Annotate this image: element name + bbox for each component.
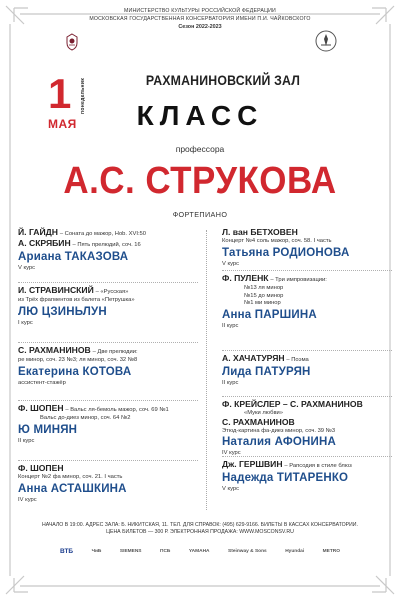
program-entry — [222, 228, 392, 268]
work-title: – Соната до мажор, Hob. XVI:50 — [59, 231, 147, 237]
performer-name: Анна АСТАШКИНА — [18, 482, 127, 495]
sponsor-logo: ЧиБ — [91, 549, 102, 554]
performer-name: Надежда ТИТАРЕНКО — [222, 472, 349, 484]
work-title: – Вальс ля-бемоль мажор, соч. 69 №1 — [65, 407, 169, 413]
entry-separator — [18, 400, 198, 401]
footer-info: НАЧАЛО В 19:00. АДРЕС ЗАЛА: Б. НИКИТСКАЯ, 11. ТЕЛ. ДЛЯ СПРАВОК: (495) 629-9166. БИЛЕТЫ В КАССАХ КОНСЕРВАТОРИИ. — [42, 522, 358, 528]
composer-line — [222, 354, 392, 365]
conservatory-emblem-icon — [315, 30, 337, 52]
performer-name: Татьяна РОДИОНОВА — [222, 246, 350, 259]
performer-course: V курс — [18, 265, 36, 271]
work-detail: «Муки любви» — [244, 410, 283, 416]
performer-course: II курс — [222, 322, 239, 329]
performer-name: Анна ПАРШИНА — [222, 308, 317, 321]
entry-separator — [18, 342, 198, 343]
composer-name: Ф. ШОПЕН — [18, 403, 64, 413]
program-entry — [222, 460, 392, 493]
performer-name: Екатерина КОТОВА — [18, 365, 132, 378]
performer-course: I курс — [18, 319, 33, 326]
entry-separator — [222, 396, 392, 397]
program-entry — [18, 464, 198, 504]
work-detail: №1 ми минор — [244, 300, 281, 306]
entry-separator — [18, 460, 198, 461]
composer-name: Ф. ШОПЕН — [18, 463, 64, 473]
program-entry — [222, 400, 392, 457]
performer-course: IV курс — [222, 450, 241, 456]
professor-name: А.С. СТРУКОВА — [63, 160, 337, 202]
conservatory-title: МОСКОВСКАЯ ГОСУДАРСТВЕННАЯ КОНСЕРВАТОРИЯ ИМЕНИ П.И. ЧАЙКОВСКОГО — [89, 15, 311, 22]
program-entry — [18, 228, 198, 272]
composer-line — [18, 346, 198, 357]
work-title: – Три импровизации: — [270, 277, 327, 283]
composer-line — [222, 418, 392, 428]
composer-name: Ф. ПУЛЕНК — [222, 273, 269, 283]
performer-course: IV курс — [18, 496, 37, 503]
sponsor-logos — [60, 548, 340, 555]
sponsor-logo: ПСБ — [160, 549, 171, 554]
performer-name: Ю МИНЯН — [18, 423, 78, 436]
work-detail: Этюд-картина фа-диез минор, соч. 39 №3 — [222, 427, 336, 434]
sponsor-logo: METRO — [322, 549, 340, 554]
composer-name: А. СКРЯБИН — [18, 238, 71, 248]
sponsor-logo: YAMAHA — [188, 549, 210, 554]
season-label: Сезон 2022-2023 — [178, 24, 222, 30]
performer-course: V курс — [222, 486, 240, 492]
work-detail: из Трёх фрагментов из балета «Петрушка» — [18, 297, 135, 303]
composer-name: Дж. ГЕРШВИН — [222, 459, 283, 469]
work-detail: №13 ля минор — [244, 285, 284, 291]
class-title: КЛАСС — [136, 100, 264, 131]
program-entry — [18, 346, 198, 387]
program-entry — [18, 404, 198, 445]
day-number: 1 — [48, 70, 72, 117]
footer — [20, 522, 380, 536]
sponsor-logo: Hyundai — [285, 549, 305, 554]
entry-separator — [222, 270, 392, 271]
sponsor-logo: ВТБ — [60, 548, 74, 555]
ministry-title: МИНИСТЕРСТВО КУЛЬТУРЫ РОССИЙСКОЙ ФЕДЕРАЦИИ — [124, 8, 276, 14]
composer-name: С. РАХМАНИНОВ — [18, 345, 91, 355]
program-entry — [222, 274, 392, 330]
entry-separator — [222, 456, 392, 457]
composer-name: С. РАХМАНИНОВ — [222, 416, 295, 427]
performer-name: ЛЮ ЦЗИНЬЛУН — [18, 305, 107, 318]
work-title: – «Русская» — [95, 289, 129, 295]
composer-name: А. ХАЧАТУРЯН — [222, 353, 285, 363]
work-title: – Пять прелюдий, соч. 16 — [72, 242, 141, 248]
sponsor-logo: Steinway & Sons — [228, 549, 267, 554]
work-title: – Рапсодия в стиле блюз — [284, 463, 352, 469]
footer-tickets: ЦЕНА БИЛЕТОВ — 300 Р. ЭЛЕКТРОННАЯ ПРОДАЖА: WWW.MOSCONSV.RU — [106, 529, 294, 535]
composer-line — [222, 400, 392, 410]
work-detail: Вальс до-диез минор, соч. 64 №2 — [40, 415, 131, 421]
instrument: ФОРТЕПИАНО — [172, 210, 228, 219]
composer-name: Й. ГАЙДН — [18, 227, 58, 237]
header — [40, 8, 360, 30]
entry-separator — [18, 282, 198, 283]
work-detail: ре минор, соч. 23 №3; ля минор, соч. 32 №8 — [18, 357, 138, 363]
work-detail: №15 до минор — [244, 292, 284, 299]
performer-course: II курс — [222, 380, 239, 386]
performer-course: ассистент-стажёр — [18, 379, 66, 386]
performer-name: Ариана ТАКАЗОВА — [18, 251, 129, 263]
performer-course: II курс — [18, 437, 35, 444]
month: МАЯ — [48, 117, 77, 131]
weekday: понедельник — [80, 78, 86, 114]
composer-line — [18, 404, 198, 415]
ministry-emblem-icon — [64, 33, 80, 51]
composer-line — [18, 286, 198, 297]
work-title: – Поэма — [286, 357, 309, 363]
composer-line — [222, 228, 392, 238]
work-title: – Две прелюдии: — [92, 349, 138, 355]
column-divider — [206, 230, 207, 510]
composer-line — [222, 274, 392, 285]
composer-name: Ф. КРЕЙСЛЕР – С. РАХМАНИНОВ — [222, 399, 363, 409]
program-entry — [222, 354, 392, 387]
work-detail: Концерт №4 соль мажор, соч. 58. I часть — [222, 238, 332, 244]
professor-label: профессора — [175, 144, 225, 154]
hall-name: РАХМАНИНОВСКИЙ ЗАЛ — [145, 72, 301, 88]
composer-line — [222, 460, 392, 471]
sponsor-logo: SIEMENS — [119, 549, 142, 554]
entry-separator — [222, 350, 392, 351]
performer-name: Наталия АФОНИНА — [222, 436, 336, 448]
performer-name: Лида ПАТУРЯН — [222, 366, 311, 378]
composer-line — [18, 464, 198, 474]
composer-name: Л. ван БЕТХОВЕН — [222, 227, 298, 237]
performer-course: V курс — [222, 260, 240, 267]
work-detail: Концерт №2 фа минор, соч. 21. I часть — [18, 474, 123, 480]
composer-line — [18, 239, 198, 250]
composer-name: И. СТРАВИНСКИЙ — [18, 285, 94, 295]
program-entry — [18, 286, 198, 327]
